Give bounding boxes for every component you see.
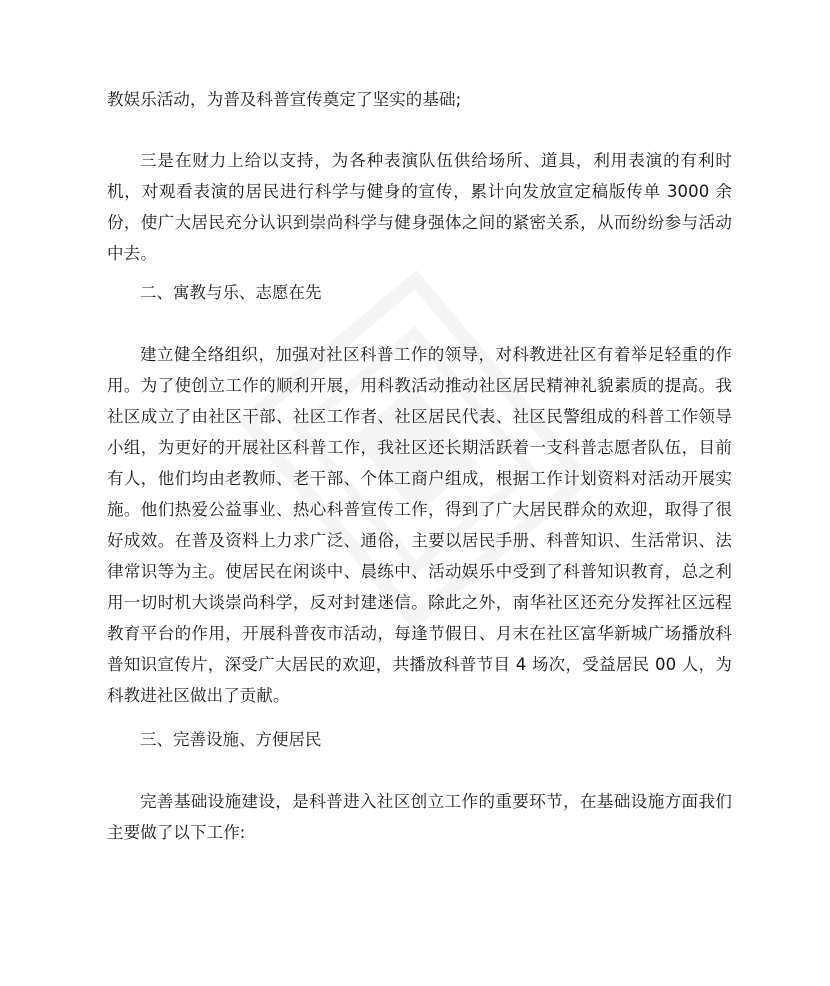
paragraph-financial-support: 三是在财力上给以支持，为各种表演队伍供给场所、道具，利用表演的有利时机，对观看表演的居民进行科学与健身的宣传，累计向发放宣定稿版传单 3000 余份，使广大居民充分认识到崇尚科学与健身强体之间的紧密关系，从而纷纷参与活动中去。 bbox=[107, 151, 732, 263]
section-heading-2: 二、寓教与乐、志愿在先 bbox=[140, 283, 322, 302]
section-heading-3: 三、完善设施、方便居民 bbox=[140, 730, 322, 749]
paragraph-infrastructure: 完善基础设施建设，是科普进入社区创立工作的重要环节，在基础设施方面我们主要做了以下工作: bbox=[107, 792, 732, 842]
paragraph-network-organization: 建立健全络组织，加强对社区科普工作的领导，对科教进社区有着举足轻重的作用。为了使创立工作的顺利开展，用科教活动推动社区居民精神礼貌素质的提高。我社区成立了由社区干部、社区工作者、社区居民代表、社区民警组成的科普工作领导小组，为更好的开展社区科普工作，我社区还长期活跃着一支科普志愿者队伍，目前有人，他们均由老教师、老干部、个体工商户组成，根据工作计划资料对活动开展实施。他们热爱公益事业、热心科普宣传工作，得到了广大居民群众的欢迎，取得了很好成效。在普及资料上力求广泛、通俗，主要以居民手册、科普知识、生活常识、法律常识等为主。使居民在闲谈中、晨练中、活动娱乐中受到了科普知识教育，总之利用一切时机大谈崇尚科学，反对封建迷信。除此之外，南华社区还充分发挥社区远程教育平台的作用，开展科普夜市活动，每逢节假日、月末在社区富华新城广场播放科普知识宣传片，深受广大居民的欢迎，共播放科普节目 4 场次，受益居民 00 人，为科教进社区做出了贡献。 bbox=[107, 345, 732, 705]
paragraph-continuation: 教娱乐活动，为普及科普宣传奠定了坚实的基础; bbox=[107, 90, 462, 109]
